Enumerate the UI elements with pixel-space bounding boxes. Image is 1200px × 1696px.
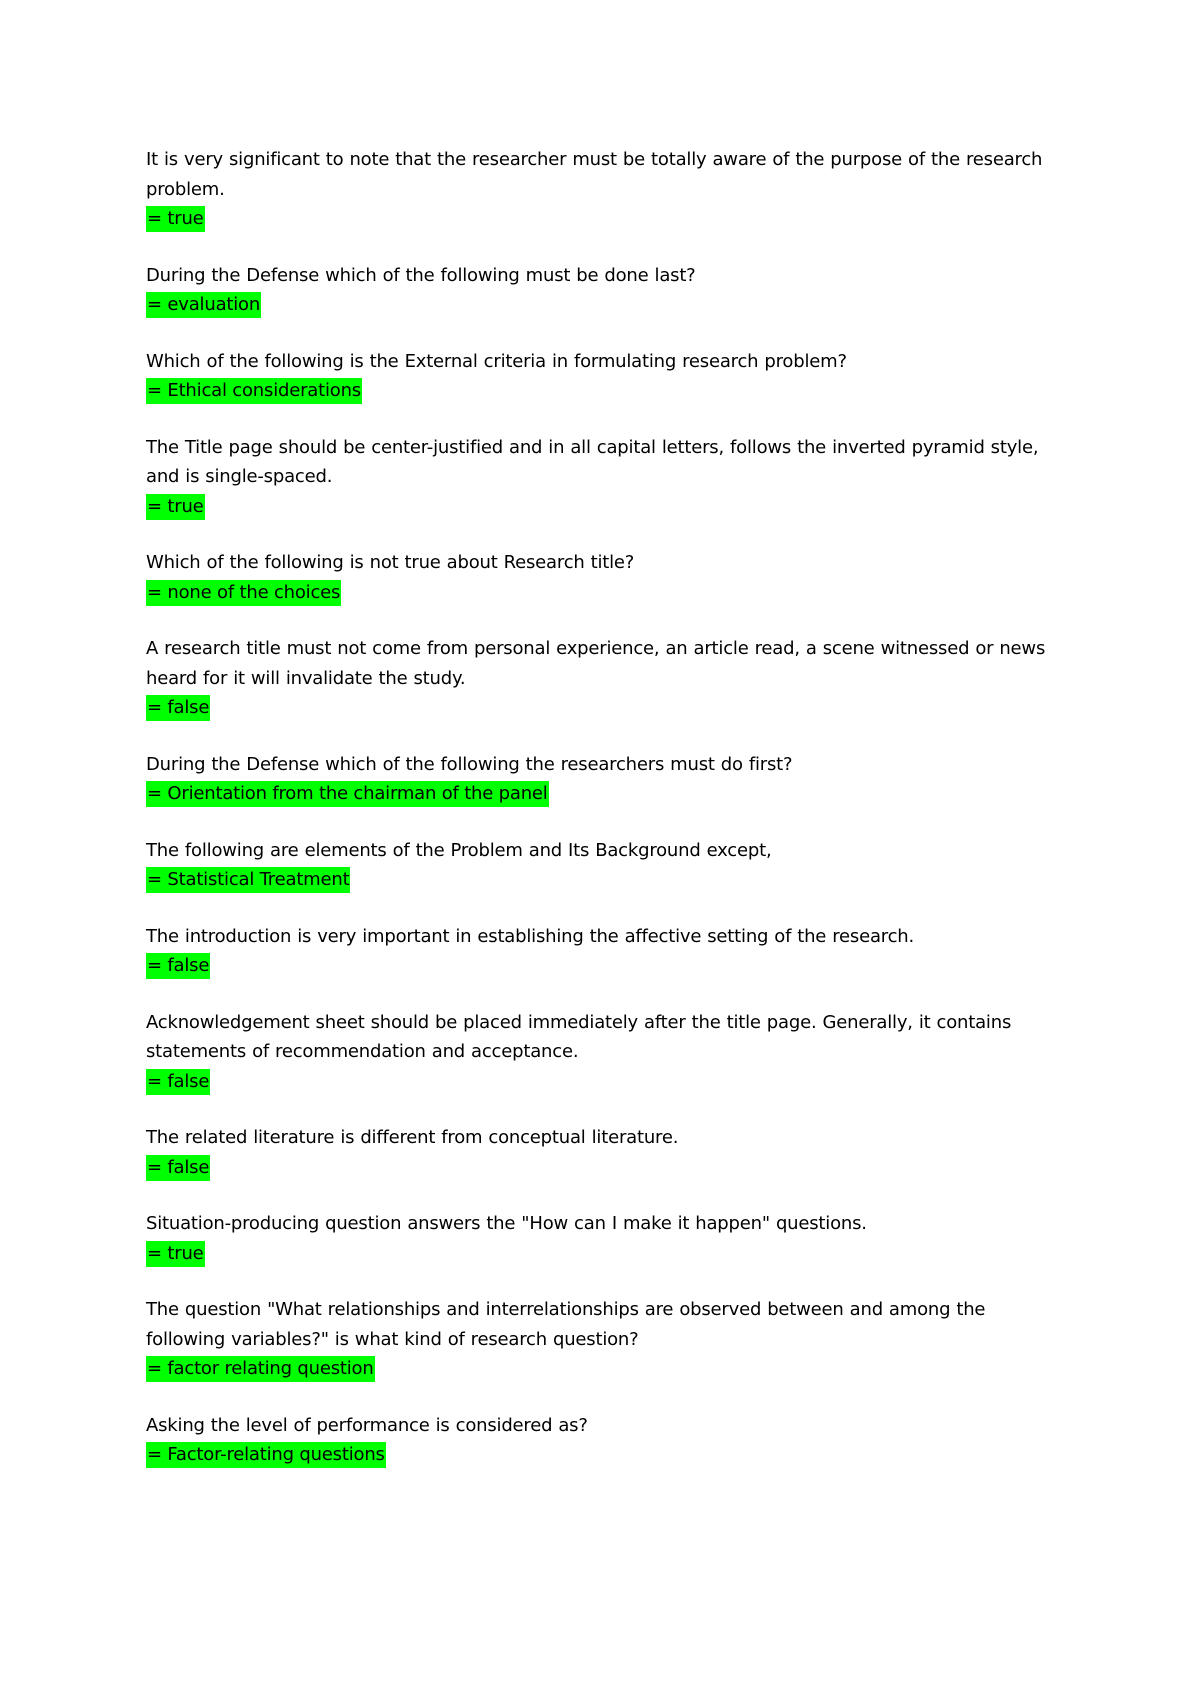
answer-highlight: = true (146, 1241, 205, 1267)
answer-highlight: = Ethical considerations (146, 378, 362, 404)
question-text: It is very significant to note that the researcher must be totally aware of the purpose of the research problem. (146, 149, 1043, 200)
qa-item (146, 750, 1066, 809)
question-text: The introduction is very important in establishing the affective setting of the research. (146, 925, 915, 947)
qa-item (146, 836, 1066, 895)
answer-highlight: = factor relating question (146, 1356, 375, 1382)
answer-highlight: = true (146, 206, 205, 232)
qa-item (146, 548, 1066, 607)
answer-highlight: = false (146, 1155, 210, 1181)
qa-item (146, 634, 1066, 723)
qa-item (146, 1411, 1066, 1470)
qa-item (146, 347, 1066, 406)
question-text: Acknowledgement sheet should be placed immediately after the title page. Generally, it contains statements of recommendation and acceptance. (146, 1011, 1012, 1062)
qa-item (146, 922, 1066, 981)
question-text: Situation-producing question answers the "How can I make it happen" questions. (146, 1213, 867, 1234)
answer-highlight: = none of the choices (146, 580, 341, 606)
question-text: Which of the following is not true about Research title? (146, 552, 635, 573)
question-text: The related literature is different from conceptual literature. (146, 1127, 679, 1148)
qa-item (146, 1123, 1066, 1182)
qa-item (146, 1209, 1066, 1268)
question-text: A research title must not come from personal experience, an article read, a scene witnessed or news heard for it will invalidate the study. (146, 638, 1046, 689)
answer-highlight: = true (146, 494, 205, 520)
answer-highlight: = Orientation from the chairman of the panel (146, 781, 549, 807)
question-text: Which of the following is the External criteria in formulating research problem? (146, 350, 847, 372)
question-text: Asking the level of performance is considered as? (146, 1414, 588, 1436)
answer-highlight: = Statistical Treatment (146, 867, 350, 893)
question-text: The following are elements of the Problem and Its Background except, (146, 839, 772, 861)
qa-item (146, 261, 1066, 320)
qa-item (146, 1295, 1066, 1384)
answer-highlight: = false (146, 953, 210, 979)
question-text: During the Defense which of the following must be done last? (146, 264, 696, 286)
qa-item (146, 433, 1066, 522)
answer-highlight: = evaluation (146, 292, 261, 318)
answer-highlight: = Factor-relating questions (146, 1442, 386, 1468)
answer-highlight: = false (146, 695, 210, 721)
question-text: During the Defense which of the following the researchers must do first? (146, 753, 793, 775)
qa-item (146, 1008, 1066, 1097)
document-page (146, 145, 1066, 1497)
answer-highlight: = false (146, 1069, 210, 1095)
question-text: The Title page should be center-justified and in all capital letters, follows the inverted pyramid style, and is single-spaced. (146, 436, 1039, 487)
qa-item (146, 145, 1066, 234)
question-text: The question "What relationships and interrelationships are observed between and among the following variables?" is what kind of research question? (146, 1299, 986, 1350)
